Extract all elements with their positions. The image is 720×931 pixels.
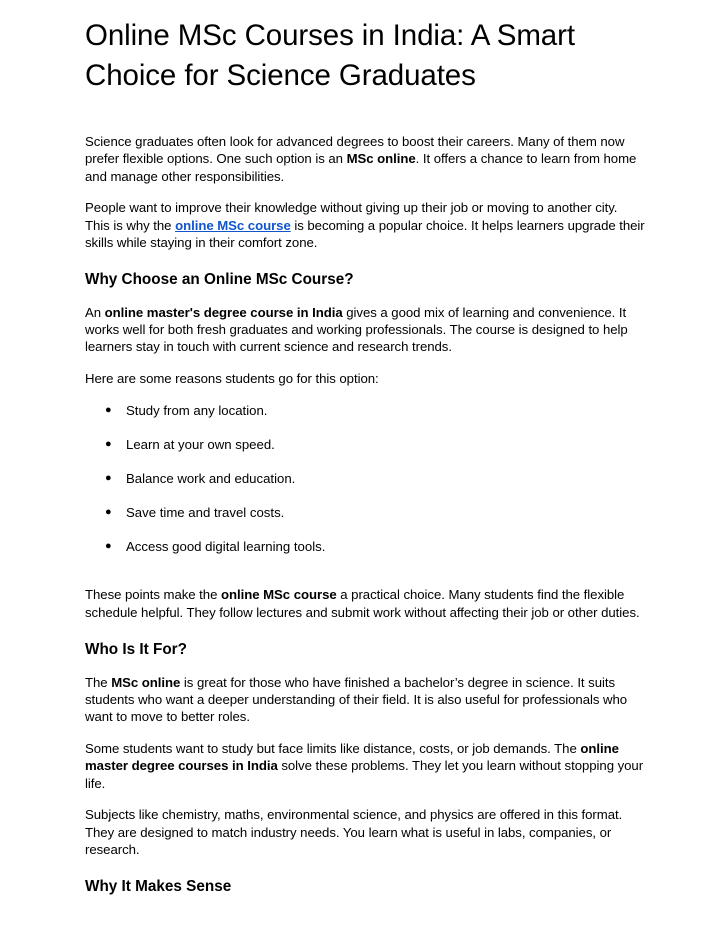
bold-text: MSc online [346,151,416,167]
bullet-icon: ● [105,540,112,553]
section1-paragraph-2: Here are some reasons students go for this option: [85,371,379,387]
online-msc-course-link[interactable]: online MSc course [175,217,291,233]
list-item: ● Save time and travel costs. [105,505,285,521]
bold-text: online master degree courses in India [85,740,619,774]
bullet-icon: ● [105,506,112,519]
list-item: ● Access good digital learning tools. [105,539,326,555]
bold-text: online master's degree course in India [104,304,343,320]
section-heading-who-is-it-for: Who Is It For? [85,640,187,658]
section2-paragraph-3: Subjects like chemistry, maths, environmental science, and physics are offered in this format. They are designed to match industry needs. You learn what is useful in labs, companies, or research. [85,807,623,857]
bullet-icon: ● [105,403,112,416]
section1-paragraph-3: These points make the online MSc course a practical choice. Many students find the flexible schedule helpful. They follow lectures and submit work without affecting their job or other duties. [85,587,640,620]
reasons-list [85,402,645,556]
list-item: ● Study from any location. [105,402,268,418]
section2-paragraph-1: The MSc online is great for those who have finished a bachelor’s degree in science. It suits students who want a deeper understanding of their field. It is also useful for professionals who want to move to better roles. [85,674,628,725]
section2-paragraph-2: Some students want to study but face limits like distance, costs, or job demands. The online master degree courses in India solve these problems. They let you learn without stopping your life. [85,740,644,791]
intro-paragraph-2: People want to improve their knowledge without giving up their job or moving to another city. This is why the online MSc course is becoming a popular choice. It helps learners upgrade their skills while staying in their comfort zone. [85,200,645,250]
bold-text: MSc online [111,674,181,690]
intro-paragraph-1: Science graduates often look for advanced degrees to boost their careers. Many of them now prefer flexible options. One such option is an MSc online. It offers a chance to learn from home and manage other responsibilities. [85,134,637,184]
bold-text: online MSc course [220,587,337,603]
list-item: ● Balance work and education. [105,471,296,487]
document-page [85,0,645,911]
page-title: Online MSc Courses in India: A Smart Choice for Science Graduates [85,19,575,92]
section-heading-why-it-makes-sense: Why It Makes Sense [85,877,232,895]
bullet-icon: ● [105,438,112,451]
list-item: ● Learn at your own speed. [105,437,275,453]
section1-paragraph-1: An online master's degree course in India gives a good mix of learning and convenience. It works well for both fresh graduates and working professionals. The course is designed to help learners stay in touch with current science and research trends. [85,304,628,355]
section-heading-why-choose: Why Choose an Online MSc Course? [85,270,354,288]
bullet-icon: ● [105,472,112,485]
